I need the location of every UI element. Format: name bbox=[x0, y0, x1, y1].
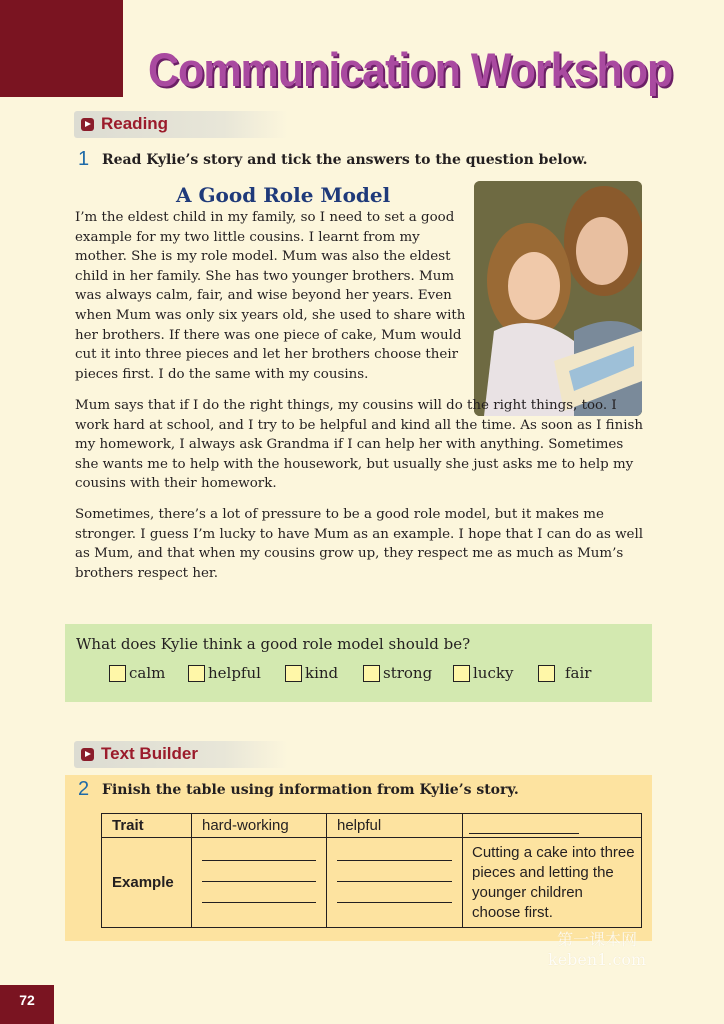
story-title: A Good Role Model bbox=[176, 183, 391, 207]
checkbox[interactable] bbox=[188, 665, 205, 682]
option-label: strong bbox=[383, 664, 433, 682]
task1-number: 1 bbox=[78, 148, 90, 170]
task1-instruction: Read Kylie’s story and tick the answers to the question below. bbox=[102, 152, 588, 168]
example-header: Example bbox=[102, 838, 192, 928]
blank-line[interactable] bbox=[202, 882, 316, 903]
trait-header: Trait bbox=[102, 814, 192, 838]
page-number: 72 bbox=[0, 985, 54, 1024]
checkbox[interactable] bbox=[109, 665, 126, 682]
photo-girls-reading bbox=[474, 181, 642, 416]
checkbox[interactable] bbox=[538, 665, 555, 682]
option-lucky[interactable] bbox=[453, 664, 538, 682]
story-paragraph-3: Sometimes, there’s a lot of pressure to be a good role model, but it makes me stronger. I guess I’m lucky to have Mum as an example. I hope that I can do as well as Mum, and that when my cousins grow up, they respect me as much as Mum’s brothers respect her. bbox=[75, 507, 644, 581]
checkbox[interactable] bbox=[453, 665, 470, 682]
option-label: helpful bbox=[208, 664, 261, 682]
option-fair[interactable] bbox=[538, 664, 598, 682]
blank-line[interactable] bbox=[337, 861, 452, 882]
trait-cell-1: hard-working bbox=[192, 814, 327, 838]
watermark bbox=[548, 930, 646, 970]
option-strong[interactable] bbox=[363, 664, 453, 682]
blank-line[interactable] bbox=[337, 882, 452, 903]
girls-reading-illustration bbox=[474, 181, 642, 416]
trait-row bbox=[102, 814, 642, 838]
question-text: What does Kylie think a good role model should be? bbox=[76, 635, 471, 653]
question-box bbox=[65, 624, 652, 702]
trait-table bbox=[101, 813, 642, 928]
task2-instruction: Finish the table using information from Kylie’s story. bbox=[102, 782, 519, 798]
option-label: fair bbox=[565, 664, 592, 682]
option-label: calm bbox=[129, 664, 166, 682]
watermark-line-2: keben1.com bbox=[548, 950, 647, 969]
example-cell-3: Cutting a cake into three pieces and letting the younger children choose first. bbox=[463, 838, 642, 928]
text-builder-section-label: Text Builder bbox=[101, 744, 198, 763]
answer-options bbox=[109, 664, 598, 682]
watermark-line-1: 第一课本网 bbox=[557, 930, 638, 949]
checkbox[interactable] bbox=[285, 665, 302, 682]
play-bullet-icon bbox=[81, 118, 94, 131]
reading-section-header bbox=[74, 111, 288, 138]
page-title: Communication Workshop bbox=[148, 44, 673, 97]
blank-line[interactable] bbox=[337, 840, 452, 861]
option-label: kind bbox=[305, 664, 339, 682]
story-paragraph-1: I’m the eldest child in my family, so I need to set a good example for my two little cousins. I learnt from my mother. She is my role model. Mum was also the eldest child in her family. She has two younger brothers. Mum was always calm, fair, and wise beyond her years. Even when Mum was only six years old, she used to share with her brothers. If there was one piece of cake, Mum would cut it into three pieces and let her brothers choose their pieces first. I do the same with my cousins. bbox=[75, 210, 466, 382]
trait-cell-3[interactable] bbox=[463, 814, 642, 838]
example-cell-2[interactable] bbox=[327, 838, 463, 928]
task2-number: 2 bbox=[78, 778, 90, 800]
play-bullet-icon bbox=[81, 748, 94, 761]
reading-section-label: Reading bbox=[101, 114, 169, 133]
checkbox[interactable] bbox=[363, 665, 380, 682]
example-row bbox=[102, 838, 642, 928]
text-builder-section-header bbox=[74, 741, 288, 768]
option-label: lucky bbox=[473, 664, 514, 682]
option-calm[interactable] bbox=[109, 664, 188, 682]
blank-line[interactable] bbox=[202, 861, 316, 882]
corner-block bbox=[0, 0, 123, 97]
blank-line[interactable] bbox=[202, 840, 316, 861]
example-cell-1[interactable] bbox=[192, 838, 327, 928]
trait-cell-2: helpful bbox=[327, 814, 463, 838]
story-paragraph-2: Mum says that if I do the right things, my cousins will do the right things, too. I work hard at school, and I try to be helpful and kind all the time. As soon as I finish my homework, I always ask Grandma if I can help her with anything. Sometimes she wants me to help with the housework, but usually she just asks me to help my cousins with their homework. bbox=[75, 398, 643, 492]
option-helpful[interactable] bbox=[188, 664, 285, 682]
blank-line[interactable] bbox=[469, 817, 579, 834]
option-kind[interactable] bbox=[285, 664, 363, 682]
